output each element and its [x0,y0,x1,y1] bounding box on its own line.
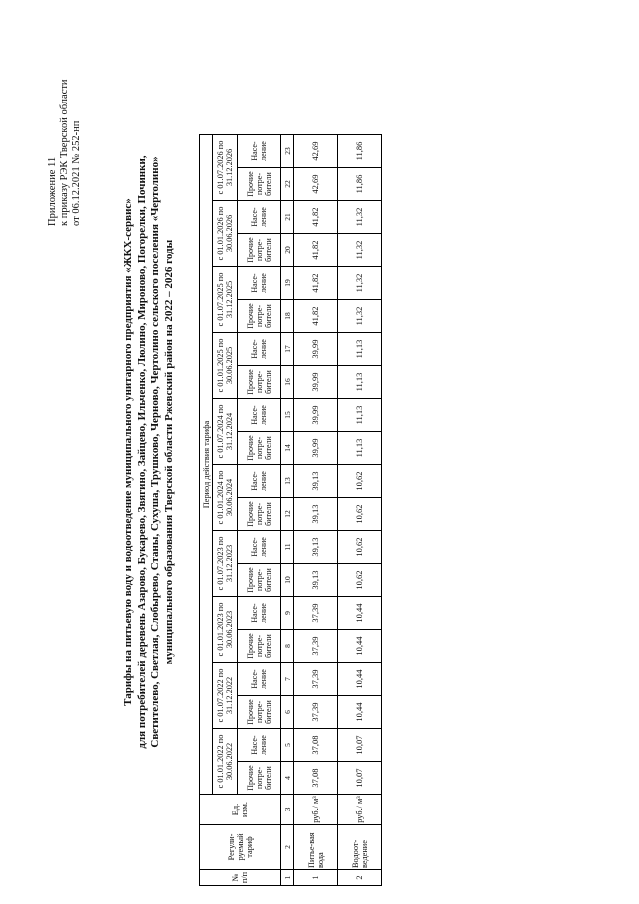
row-unit: руб./ м³ [294,795,338,825]
consumer-other-header: Прочие потре-бители [238,366,281,399]
column-index: 20 [281,234,294,267]
consumer-other-header: Прочие потре-бители [238,300,281,333]
tariff-value: 39,99 [294,333,338,366]
tariff-value: 37,08 [294,762,338,795]
title-line-2: для потребителей деревень Азарово, Букарево, Звягино, Зайцево, Ильченко, Люлино, Мироново, Погорелки, Починки, [135,155,148,749]
tariff-value: 11,32 [338,201,382,234]
tariff-value: 39,13 [294,531,338,564]
header-num: № п/п [200,870,281,886]
consumer-other-header: Прочие потре-бители [238,696,281,729]
column-index: 3 [281,795,294,825]
period-header: с 01.01.2022 по 30.06.2022 [213,729,238,795]
tariff-value: 11,13 [338,432,382,465]
tariff-value: 11,13 [338,333,382,366]
column-index: 15 [281,399,294,432]
column-index: 4 [281,762,294,795]
row-service: Питье-вая вода [294,825,338,870]
tariff-value: 11,86 [338,168,382,201]
tariff-value: 39,99 [294,366,338,399]
title-line-1: Тарифы на питьевую воду и водоотведение муниципального унитарного предприятия «ЖКХ-сервис» [122,198,134,706]
tariff-value: 11,32 [338,300,382,333]
tariff-value: 41,82 [294,201,338,234]
tariff-value: 11,13 [338,366,382,399]
column-index: 16 [281,366,294,399]
column-index: 6 [281,696,294,729]
tariff-value: 10,44 [338,630,382,663]
period-header: с 01.07.2024 по 31.12.2024 [213,399,238,465]
row-num: 1 [294,870,338,886]
consumer-population-header: Насе-ление [238,399,281,432]
consumer-other-header: Прочие потре-бители [238,498,281,531]
document-title [122,30,176,874]
column-index: 2 [281,825,294,870]
tariff-value: 39,99 [294,432,338,465]
tariff-value: 41,82 [294,234,338,267]
tariff-value: 41,82 [294,300,338,333]
consumer-population-header: Насе-ление [238,597,281,630]
row-num: 2 [338,870,382,886]
column-index: 23 [281,135,294,168]
consumer-population-header: Насе-ление [238,135,281,168]
appendix-line-1: Приложение 11 [47,156,58,226]
row-service: Водоот-ведение [338,825,382,870]
period-header: с 01.07.2026 по 31.12.2026 [213,135,238,201]
tariff-value: 39,13 [294,465,338,498]
tariff-value: 41,82 [294,267,338,300]
consumer-population-header: Насе-ление [238,465,281,498]
column-index: 14 [281,432,294,465]
column-index: 11 [281,531,294,564]
period-header: с 01.01.2026 по 30.06.2026 [213,201,238,267]
tariff-value: 39,99 [294,399,338,432]
consumer-population-header: Насе-ление [238,267,281,300]
period-header: с 01.01.2024 по 30.06.2024 [213,465,238,531]
period-header: с 01.07.2022 по 31.12.2022 [213,663,238,729]
tariff-value: 39,13 [294,564,338,597]
column-index: 18 [281,300,294,333]
title-line-3: Светителево, Светлая, Слобырево, Станы, Сухуша, Трушково, Черново, Чертолино сельского поселения «Чертолино» [149,156,161,748]
tariff-value: 37,39 [294,630,338,663]
tariff-value: 10,62 [338,498,382,531]
header-period-group: Период действия тарифа [200,135,213,795]
appendix-line-3: от 06.12.2021 № 252-нп [71,120,82,226]
tariff-value: 37,08 [294,729,338,762]
column-index: 8 [281,630,294,663]
tariff-value: 37,39 [294,663,338,696]
tariff-value: 42,69 [294,168,338,201]
period-header: с 01.07.2025 по 31.12.2025 [213,267,238,333]
tariff-value: 10,44 [338,696,382,729]
period-header: с 01.01.2025 по 30.06.2025 [213,333,238,399]
consumer-population-header: Насе-ление [238,201,281,234]
period-header: с 01.07.2023 по 31.12.2023 [213,531,238,597]
tariff-value: 10,07 [338,729,382,762]
consumer-other-header: Прочие потре-бители [238,168,281,201]
title-line-4: муниципального образования Тверской области Ржевский район на 2022 – 2026 годы [162,239,175,665]
column-index: 22 [281,168,294,201]
tariff-value: 11,32 [338,234,382,267]
consumer-other-header: Прочие потре-бители [238,564,281,597]
tariff-value: 42,69 [294,135,338,168]
period-header: с 01.01.2023 по 30.06.2023 [213,597,238,663]
tariff-value: 10,62 [338,564,382,597]
column-index: 10 [281,564,294,597]
consumer-population-header: Насе-ление [238,531,281,564]
consumer-other-header: Прочие потре-бители [238,234,281,267]
column-index: 17 [281,333,294,366]
column-index: 1 [281,870,294,886]
column-index: 19 [281,267,294,300]
header-service: Регули-руемый тариф [200,825,281,870]
tariff-table [199,134,382,886]
tariff-value: 11,86 [338,135,382,168]
consumer-population-header: Насе-ление [238,663,281,696]
column-index: 5 [281,729,294,762]
tariff-value: 10,62 [338,531,382,564]
tariff-value: 10,07 [338,762,382,795]
consumer-population-header: Насе-ление [238,333,281,366]
tariff-value: 37,39 [294,597,338,630]
tariff-value: 11,13 [338,399,382,432]
column-index: 9 [281,597,294,630]
consumer-other-header: Прочие потре-бители [238,762,281,795]
appendix-line-2: к приказу РЭК Тверской области [59,79,70,226]
column-index: 13 [281,465,294,498]
header-unit: Ед. изм. [200,795,281,825]
tariff-value: 11,32 [338,267,382,300]
tariff-value: 10,62 [338,465,382,498]
consumer-other-header: Прочие потре-бители [238,432,281,465]
consumer-population-header: Насе-ление [238,729,281,762]
column-index: 12 [281,498,294,531]
tariff-value: 37,39 [294,696,338,729]
column-index: 7 [281,663,294,696]
appendix-note [47,16,83,226]
column-index: 21 [281,201,294,234]
row-unit: руб./ м³ [338,795,382,825]
tariff-value: 39,13 [294,498,338,531]
tariff-value: 10,44 [338,663,382,696]
consumer-other-header: Прочие потре-бители [238,630,281,663]
tariff-value: 10,44 [338,597,382,630]
